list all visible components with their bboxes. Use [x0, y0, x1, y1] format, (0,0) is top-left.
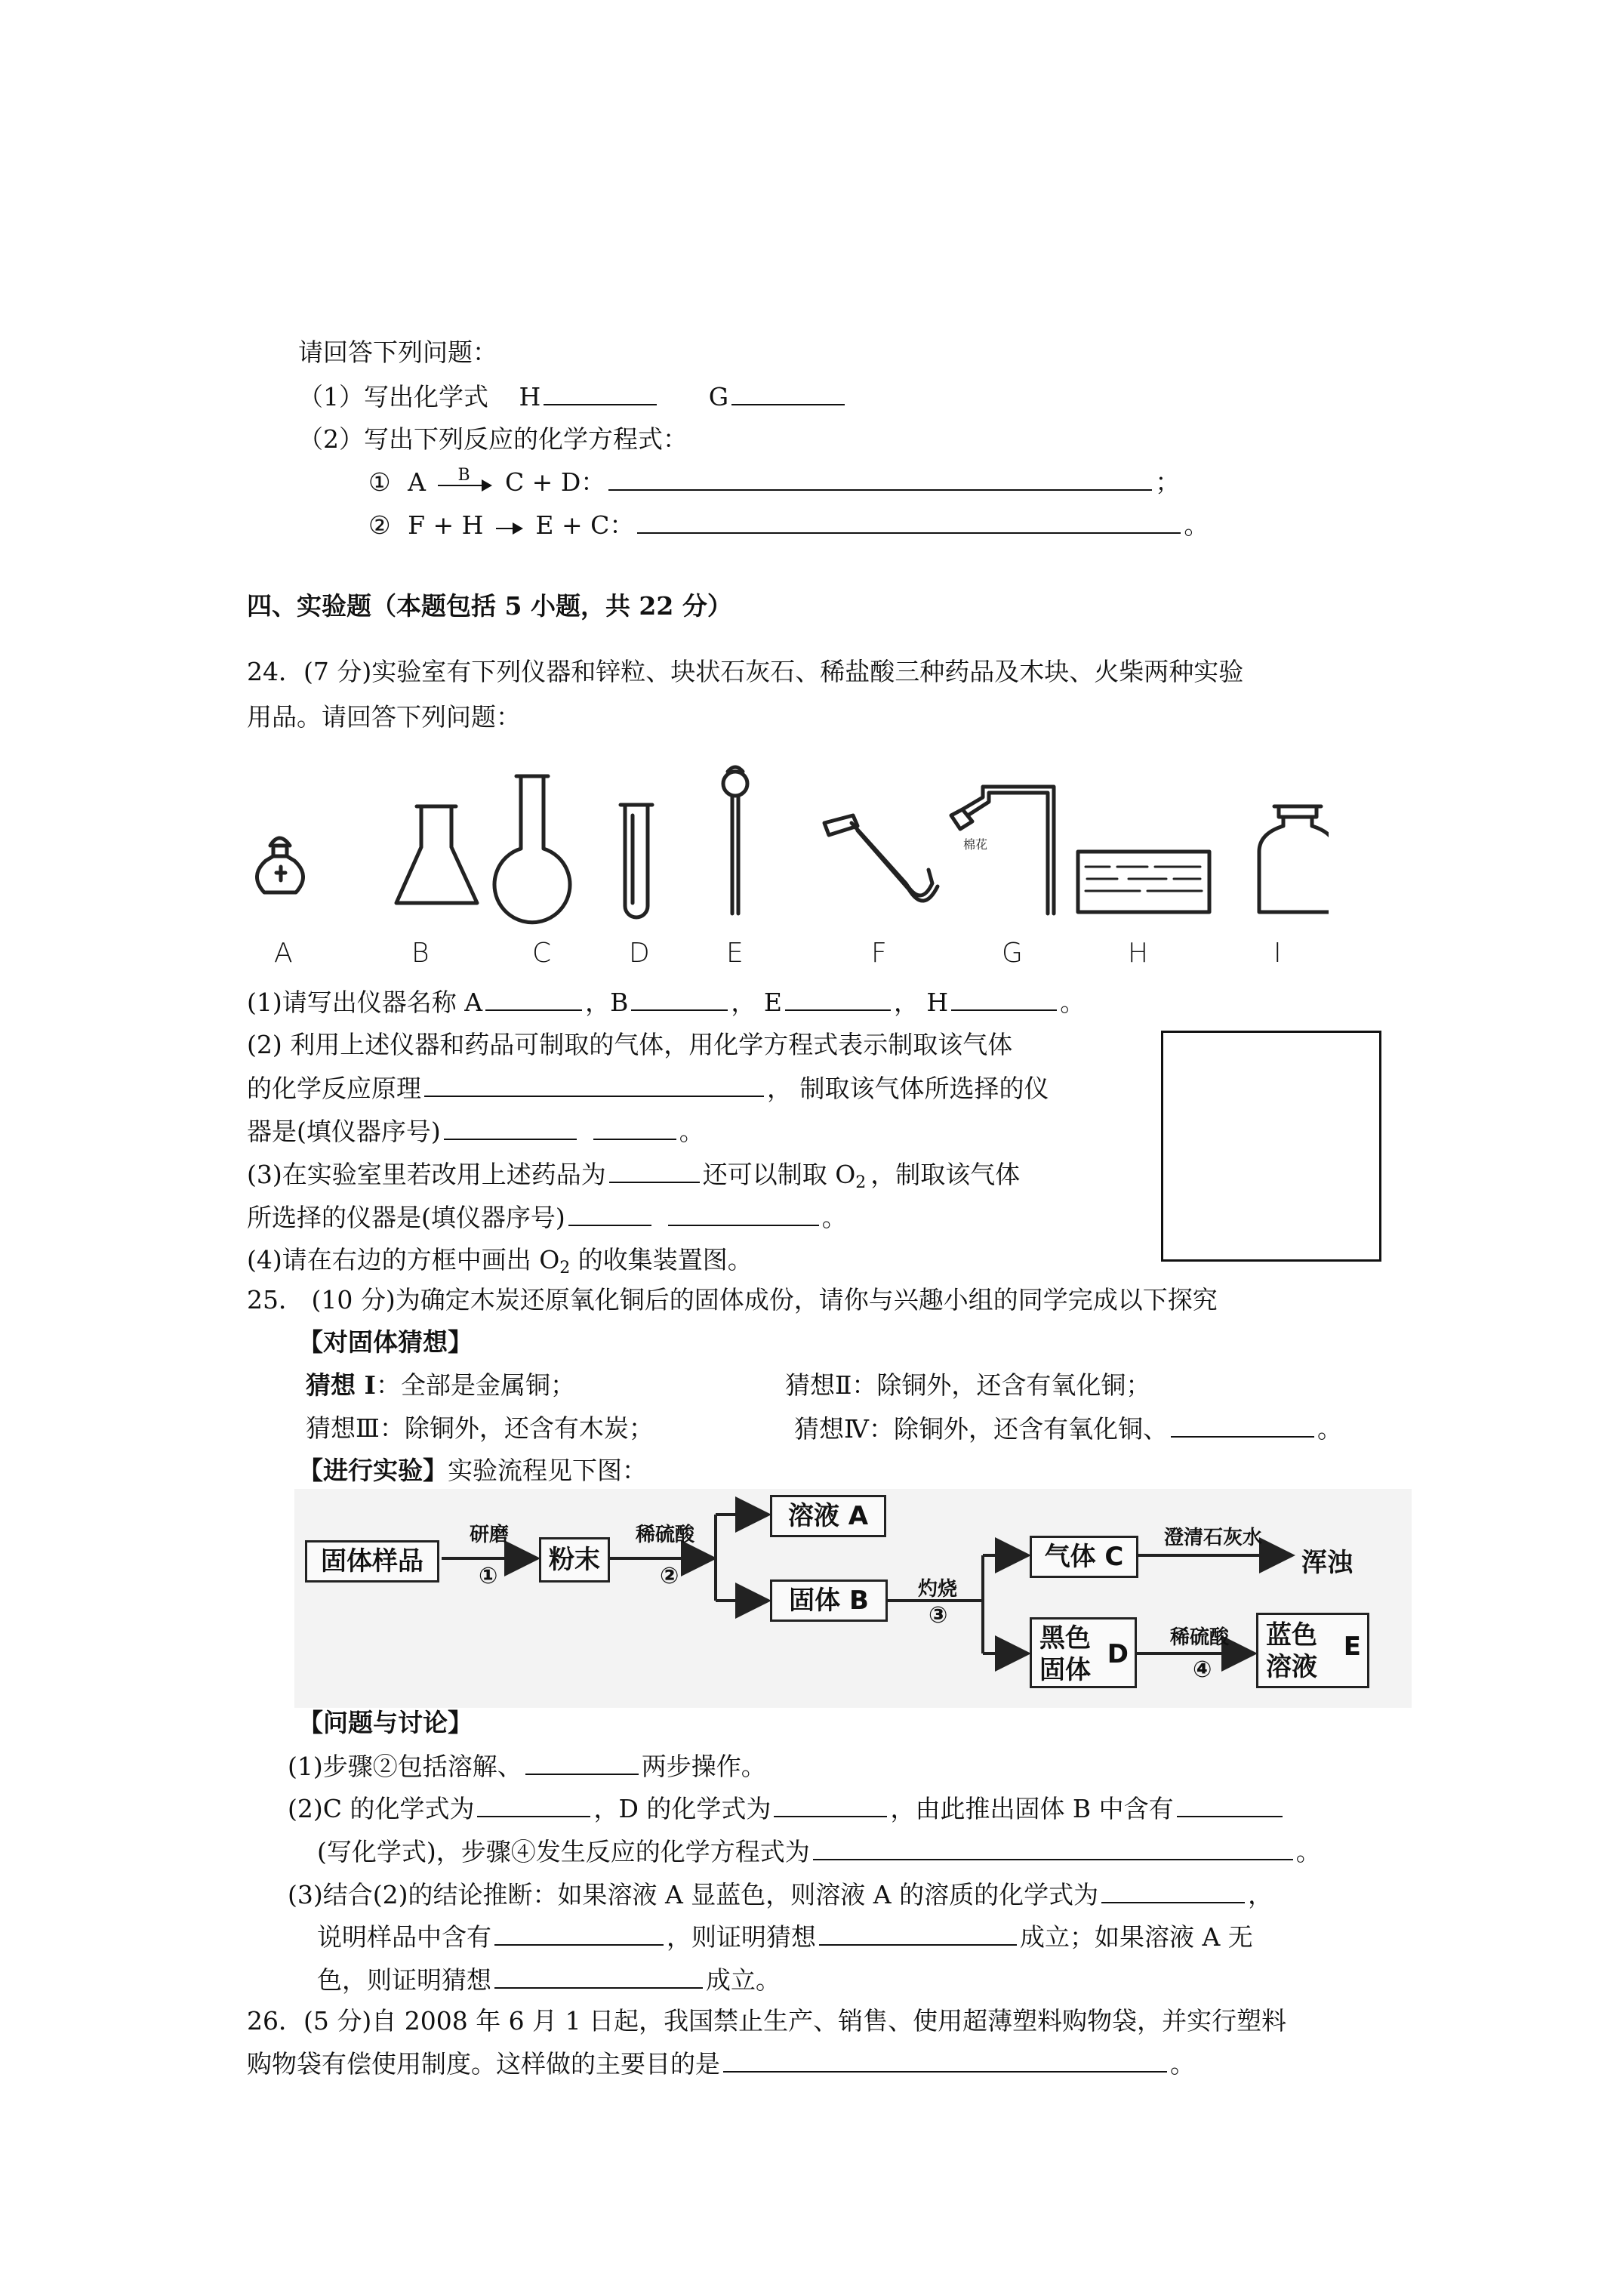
answer-blank-guess-4[interactable]	[1171, 1413, 1314, 1438]
text: ，制取该气体	[870, 1160, 1021, 1189]
flow-step-1: ①	[479, 1563, 498, 1589]
answer-blank-e[interactable]	[785, 987, 891, 1011]
q24-part1	[247, 987, 1085, 1018]
answer-blank-reagent[interactable]	[609, 1159, 700, 1183]
question-label: （1）写出化学式	[298, 382, 488, 411]
equation-1-answer-blank[interactable]	[608, 467, 1152, 491]
apparatus-label-d: D	[629, 938, 650, 969]
answer-blank-guess-a[interactable]	[819, 1922, 1017, 1946]
apparatus-label-g: G	[1002, 938, 1023, 969]
question-2-line: （2）写出下列反应的化学方程式：	[298, 424, 688, 454]
flow-step-2: ②	[660, 1563, 679, 1589]
long-neck-funnel-icon	[723, 767, 747, 914]
text: ， E	[731, 988, 782, 1017]
text: 两步操作。	[641, 1752, 766, 1781]
answer-blank-d-formula[interactable]	[774, 1793, 887, 1817]
q24-part4	[247, 1245, 753, 1284]
water-trough-icon	[1078, 852, 1209, 912]
text: 的收集装置图。	[570, 1245, 753, 1274]
equation-lhs: F + H	[408, 510, 484, 540]
equation-2-answer-blank[interactable]	[637, 510, 1181, 534]
equation-rhs: E + C：	[535, 510, 635, 540]
text: ， H	[893, 988, 949, 1017]
flow-label-acid-2: 稀硫酸	[1170, 1626, 1230, 1649]
flow-letter-e: E	[1343, 1632, 1361, 1662]
punctuation: 。	[1060, 988, 1086, 1017]
text: ，D 的化学式为	[593, 1794, 771, 1823]
text: (3)在实验室里若改用上述药品为	[247, 1160, 606, 1189]
flow-solution-text: 溶液	[1266, 1652, 1317, 1682]
text: ：全部是金属铜；	[375, 1370, 575, 1400]
conical-flask-icon	[396, 806, 477, 903]
punctuation: ；	[1155, 467, 1181, 497]
answer-blank-solute-formula[interactable]	[1101, 1879, 1245, 1903]
text: (1)请写出仪器名称 A	[247, 988, 483, 1017]
text: 成立；如果溶液 A 无	[1020, 1922, 1253, 1952]
q24-part2-line1: (2) 利用上述仪器和药品可制取的气体，用化学方程式表示制取该气体	[247, 1030, 1013, 1059]
guess-label: 猜想 I	[306, 1370, 376, 1400]
q24-intro-line2: 用品。请回答下列问题：	[247, 702, 521, 732]
punctuation: 。	[1295, 1837, 1321, 1866]
flow-gas-c: 气体 C	[1030, 1536, 1138, 1578]
flow-solid-text: 固体	[1039, 1655, 1091, 1685]
arrow-condition: B	[457, 466, 470, 485]
q24-part2-line3	[247, 1116, 704, 1147]
flow-label-limewater: 澄清石灰水	[1164, 1527, 1263, 1549]
apparatus-label-b: B	[411, 938, 430, 969]
equation-rhs: C + D：	[504, 467, 606, 497]
punctuation: 。	[1170, 2049, 1195, 2079]
answer-blank-h-name[interactable]	[951, 987, 1057, 1011]
q26-line1: 26．(5 分)自 2008 年 6 月 1 日起，我国禁止生产、销售、使用超薄塑料购物袋，并实行塑料	[247, 2006, 1287, 2036]
bent-delivery-tube-icon	[824, 815, 938, 901]
answer-blank-apparatus-1[interactable]	[444, 1116, 577, 1140]
subscript: 2	[559, 1259, 571, 1277]
guess-3: 猜想Ⅲ：除铜外，还含有木炭；	[306, 1413, 654, 1443]
answer-blank-purpose[interactable]	[723, 2048, 1167, 2073]
answer-blank-b-content[interactable]	[1177, 1793, 1283, 1817]
discussion-3-line3	[317, 1965, 781, 1996]
apparatus-label-c: C	[532, 938, 552, 969]
q24-intro-line1: 24．(7 分)实验室有下列仪器和锌粒、块状石灰石、稀盐酸三种药品及木块、火柴两种实验	[247, 657, 1244, 686]
question-1-line	[298, 381, 848, 412]
punctuation: ，	[1248, 1880, 1273, 1909]
punctuation: 。	[679, 1117, 704, 1146]
q25-intro: 25． (10 分)为确定木炭还原氧化铜后的固体成份，请你与兴趣小组的同学完成以下探究	[247, 1285, 1218, 1314]
text: 实验流程见下图：	[448, 1456, 647, 1485]
flow-solid-b: 固体 B	[770, 1579, 888, 1622]
answer-blank-a[interactable]	[485, 987, 582, 1011]
apparatus-illustration	[242, 763, 1329, 932]
reaction-arrow-icon	[496, 519, 523, 535]
alcohol-lamp-icon	[257, 838, 303, 892]
answer-blank-h[interactable]	[544, 381, 657, 405]
answer-blank-step4-equation[interactable]	[813, 1836, 1293, 1860]
guess-2: 猜想Ⅱ：除铜外，还含有氧化铜；	[785, 1370, 1151, 1400]
answer-blank-apparatus-2[interactable]	[593, 1116, 676, 1140]
apparatus-label-e: E	[726, 938, 744, 969]
apparatus-label-i: I	[1273, 938, 1282, 969]
text: ，则证明猜想	[667, 1922, 816, 1952]
experiment-heading	[298, 1456, 647, 1486]
answer-blank-step2[interactable]	[525, 1751, 639, 1775]
gas-collecting-bottle-icon	[1259, 806, 1329, 912]
prompt-text: 请回答下列问题：	[298, 337, 497, 367]
flow-blue-solution-e	[1256, 1613, 1369, 1688]
g-cotton-tag: 棉花	[963, 837, 988, 852]
flow-label-burn: 灼烧	[918, 1578, 958, 1601]
equation-lhs: A	[408, 467, 426, 497]
experiment-flow-chart	[294, 1489, 1412, 1708]
text: (1)步骤②包括溶解、	[288, 1752, 522, 1781]
apparatus-label-a: A	[274, 938, 293, 969]
answer-blank-reaction[interactable]	[424, 1073, 764, 1097]
round-bottom-flask-icon	[494, 776, 570, 923]
formula-g-label: G	[708, 382, 729, 411]
text: (写化学式)，步骤④发生反应的化学方程式为	[317, 1837, 810, 1866]
text: 猜想Ⅳ：除铜外，还含有氧化铜、	[794, 1414, 1168, 1444]
answer-blank-c-formula[interactable]	[477, 1793, 590, 1817]
q26-line2	[247, 2048, 1195, 2079]
text: ，B	[585, 988, 629, 1017]
answer-blank-guess-b[interactable]	[494, 1965, 703, 1989]
q24-part3-line1	[247, 1159, 1020, 1198]
flow-step-4: ④	[1193, 1657, 1212, 1683]
apparatus-label-h: H	[1128, 938, 1149, 969]
guess-heading: 【对固体猜想】	[298, 1327, 473, 1357]
guess-1	[306, 1370, 575, 1401]
text: 还可以制取 O	[702, 1160, 856, 1189]
text: 说明样品中含有	[317, 1922, 491, 1952]
text: 的化学反应原理	[247, 1074, 421, 1103]
flow-blue-text: 蓝色	[1266, 1620, 1317, 1650]
reaction-arrow-icon	[438, 466, 492, 492]
equation-number: ②	[368, 510, 391, 540]
flow-turbid: 浑浊	[1301, 1548, 1353, 1578]
flow-step-3: ③	[929, 1602, 948, 1629]
discussion-heading: 【问题与讨论】	[298, 1708, 473, 1737]
answer-blank-apparatus-4[interactable]	[668, 1202, 819, 1226]
text: 购物袋有偿使用制度。这样做的主要目的是	[247, 2049, 720, 2079]
flow-letter-d: D	[1107, 1639, 1129, 1669]
text: 器是(填仪器序号)	[247, 1117, 441, 1146]
text: (4)请在右边的方框中画出 O	[247, 1245, 560, 1274]
test-tube-icon	[621, 805, 652, 917]
text: (3)结合(2)的结论推断：如果溶液 A 显蓝色，则溶液 A 的溶质的化学式为	[288, 1880, 1099, 1909]
heading: 【进行实验】	[298, 1456, 448, 1485]
discussion-2-line1	[288, 1793, 1286, 1824]
punctuation: 。	[821, 1203, 847, 1232]
flow-black-solid-d	[1030, 1617, 1137, 1688]
text: 色，则证明猜想	[317, 1965, 491, 1995]
punctuation: 。	[1317, 1414, 1342, 1444]
text: ，由此推出固体 B 中含有	[890, 1794, 1174, 1823]
punctuation: 。	[1184, 510, 1209, 540]
discussion-1	[288, 1751, 766, 1782]
subscript: 2	[855, 1173, 867, 1192]
discussion-2-line2	[317, 1836, 1321, 1867]
flow-label-acid: 稀硫酸	[636, 1524, 695, 1546]
flow-powder: 粉末	[539, 1537, 610, 1583]
section-heading: 四、实验题（本题包括 5 小题，共 22 分）	[247, 591, 732, 621]
answer-blank-sample-content[interactable]	[494, 1922, 664, 1946]
text: (2)C 的化学式为	[288, 1794, 475, 1823]
guess-4	[794, 1413, 1342, 1444]
equation-number: ①	[368, 467, 391, 497]
flow-solid-sample: 固体样品	[305, 1540, 439, 1583]
flow-black-text: 黑色	[1039, 1623, 1091, 1653]
answer-blank-b[interactable]	[631, 987, 728, 1011]
q24-part2-line2	[247, 1073, 1049, 1104]
equation-1-line	[368, 467, 1180, 498]
discussion-3-line2	[317, 1922, 1253, 1952]
drawing-answer-box[interactable]	[1161, 1031, 1381, 1262]
text: 成立。	[706, 1965, 781, 1995]
answer-blank-apparatus-3[interactable]	[568, 1202, 651, 1226]
formula-h-label: H	[519, 382, 541, 411]
answer-blank-g[interactable]	[731, 381, 845, 405]
apparatus-label-f: F	[871, 938, 887, 969]
q24-part3-line2	[247, 1202, 847, 1233]
text: 所选择的仪器是(填仪器序号)	[247, 1203, 565, 1232]
equation-2-line	[368, 510, 1209, 541]
flow-solution-a: 溶液 A	[770, 1495, 886, 1537]
discussion-3-line1	[288, 1879, 1273, 1910]
flow-label-grind: 研磨	[470, 1524, 510, 1546]
text: ， 制取该气体所选择的仪	[767, 1074, 1049, 1103]
